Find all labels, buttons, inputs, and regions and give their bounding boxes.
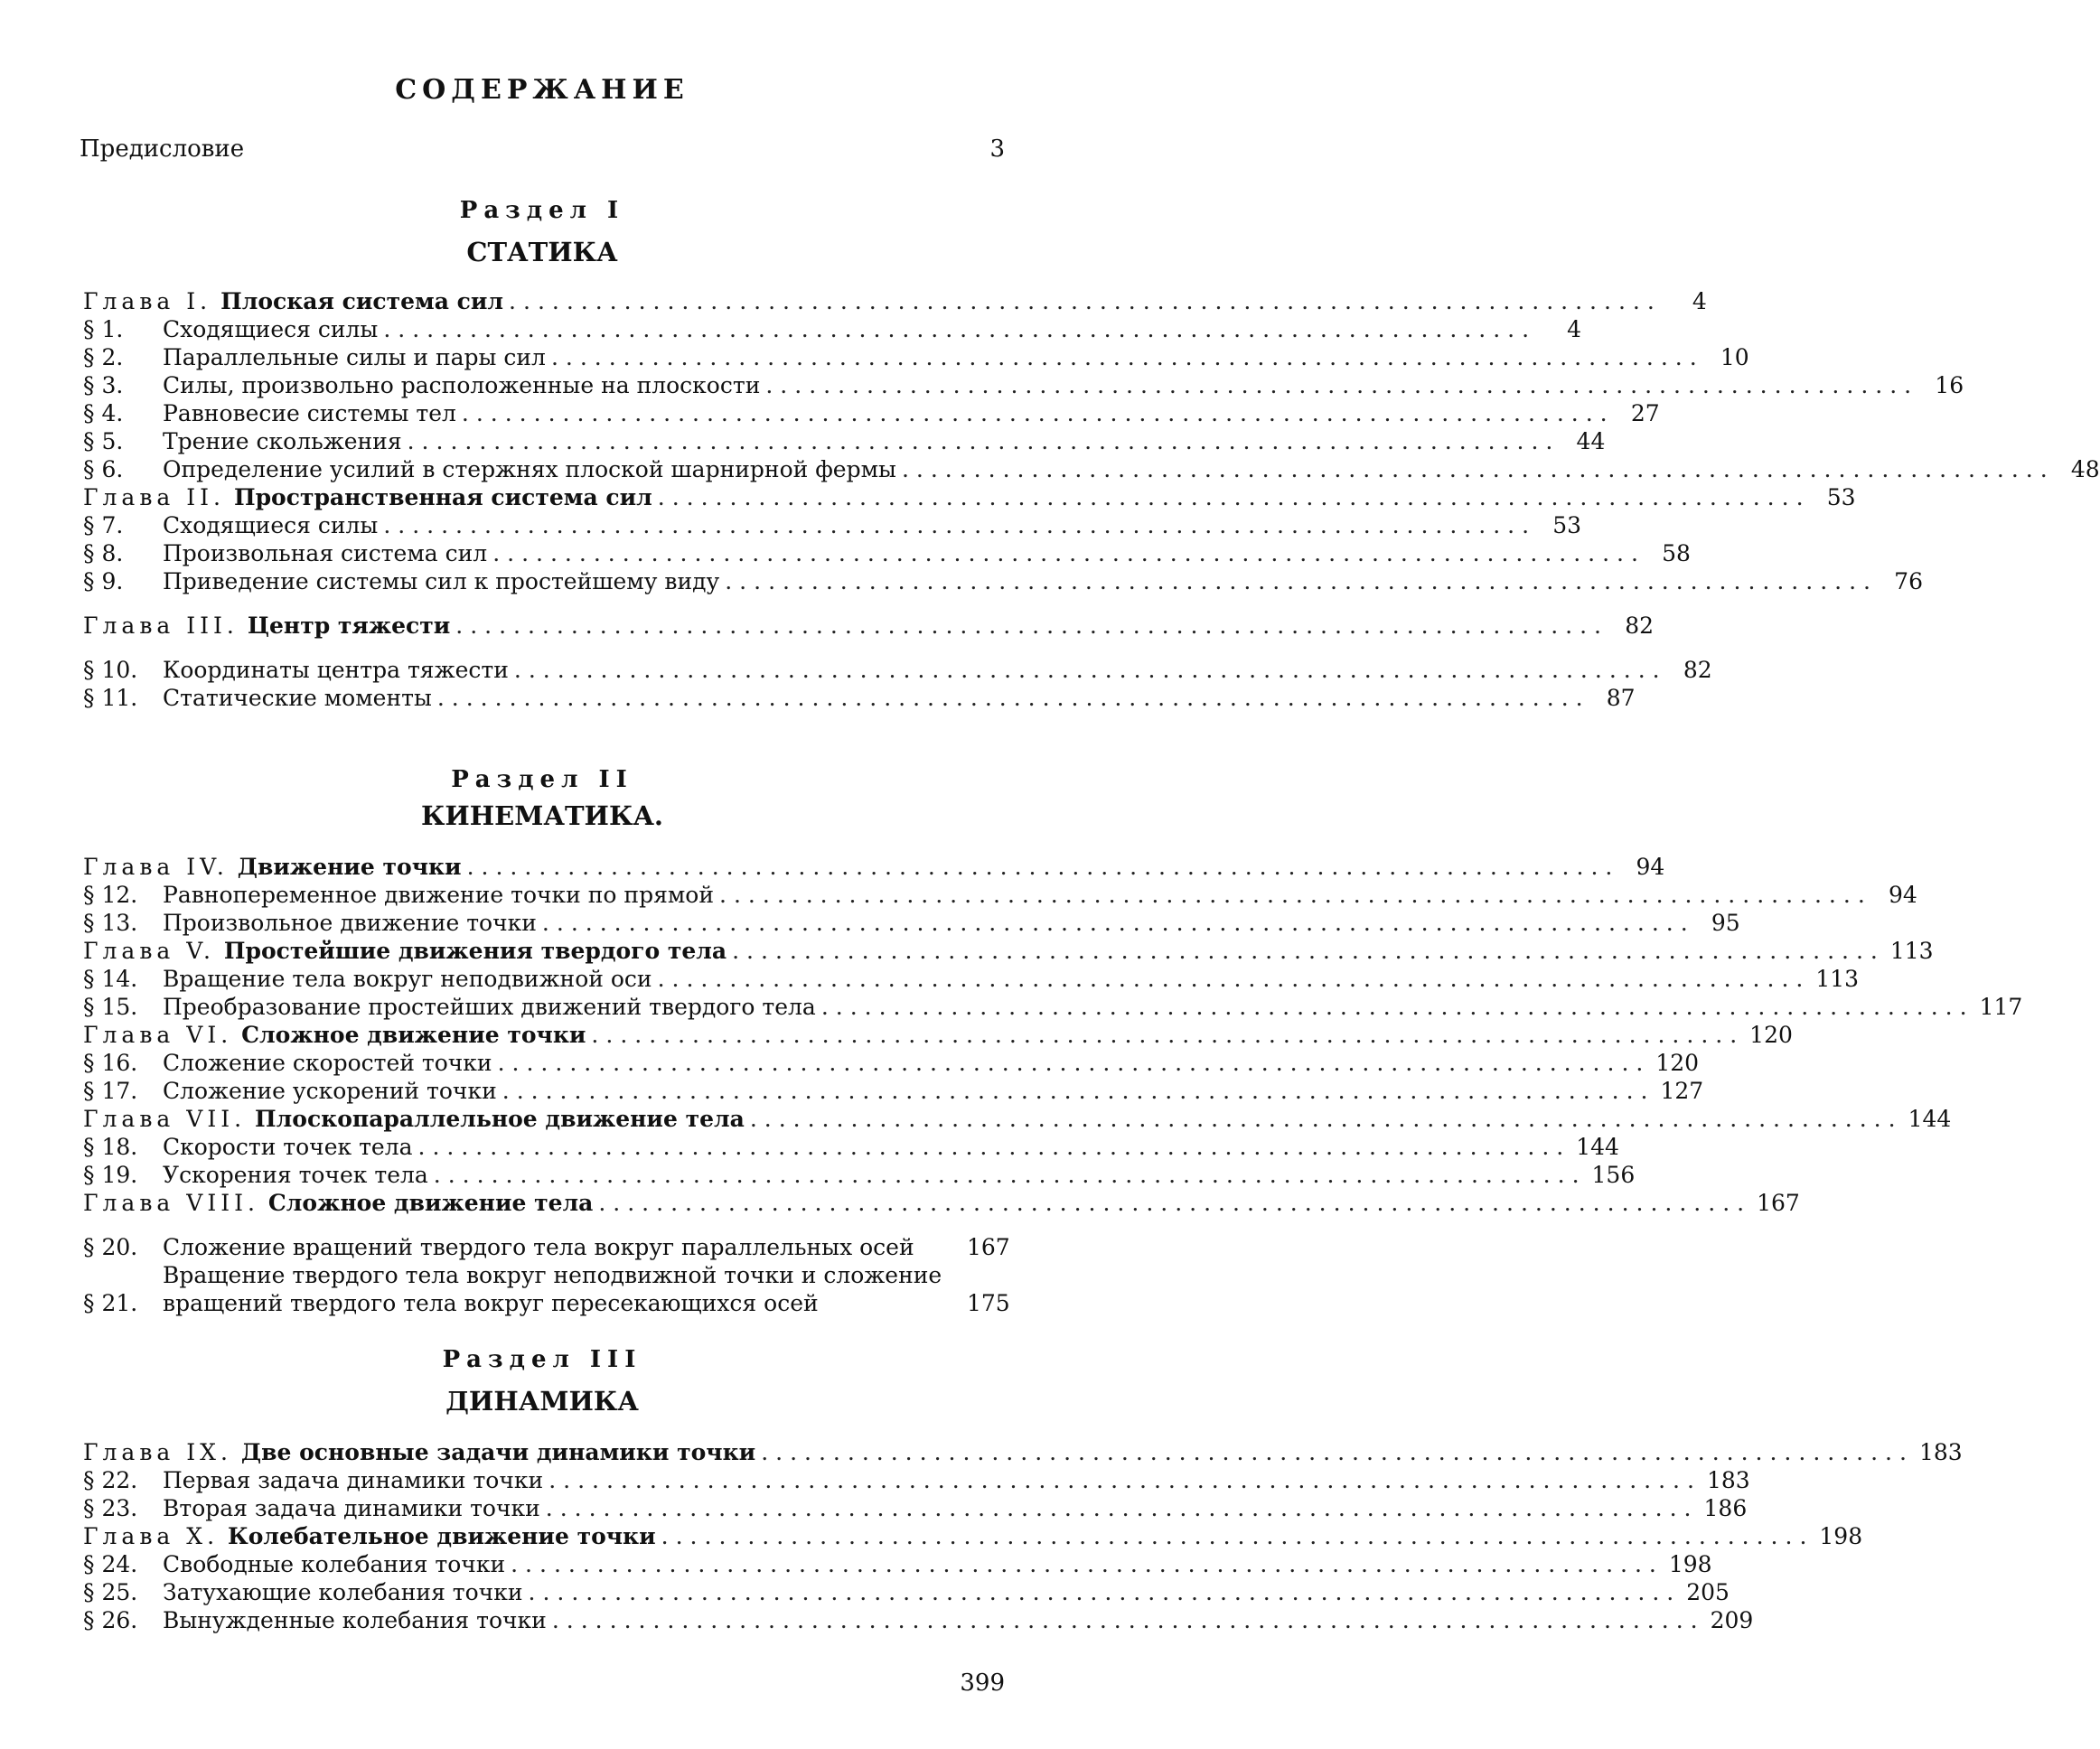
chapter-number: Глава X. <box>83 1523 220 1549</box>
dot-leader: ................................................................................ <box>433 1162 1587 1188</box>
dot-leader: ................................................................................ <box>657 484 1811 510</box>
toc-chapter-row <box>83 612 1654 640</box>
spacer <box>83 640 1007 656</box>
toc-chapter-label <box>83 483 652 511</box>
page-ref: 48 <box>2070 456 2100 482</box>
paragraph-title: Равнопеременное движение точки по прямой <box>163 882 715 908</box>
paragraph-number: § 1. <box>83 316 124 342</box>
page-ref: 4 <box>1692 288 1707 314</box>
toc-paragraph-row <box>83 1161 1636 1189</box>
page-ref: 198 <box>1819 1523 1863 1549</box>
paragraph-title: Скорости точек тела <box>163 1134 413 1160</box>
chapter-number: Глава V. <box>83 938 215 964</box>
paragraph-number: § 16. <box>83 1050 138 1076</box>
page-ref: 186 <box>1703 1495 1748 1521</box>
chapter-number: Глава IV. <box>83 854 229 880</box>
paragraph-number: § 15. <box>83 994 138 1020</box>
page-ref: 205 <box>1686 1579 1730 1605</box>
paragraph-title: Сложение вращений твердого тела вокруг параллельных осей <box>163 1234 914 1260</box>
spacer <box>83 595 1007 612</box>
section-entries <box>83 853 2023 1317</box>
paragraph-number: § 26. <box>83 1607 138 1633</box>
page-ref: 94 <box>1888 882 1917 908</box>
toc-paragraph-row <box>83 1606 1754 1634</box>
dot-leader: ................................................................................ <box>511 1551 1664 1577</box>
dot-leader: ................................................................................ <box>820 994 1974 1020</box>
dot-leader: ................................................................................ <box>509 288 1662 314</box>
section-name: СТАТИКА <box>466 237 618 267</box>
chapter-number: Глава VI. <box>83 1022 233 1048</box>
paragraph-number: § 17. <box>83 1078 138 1104</box>
dot-leader: ................................................................................ <box>497 1050 1651 1076</box>
paragraph-title: Вращение твердого тела вокруг неподвижной точки и сложение вращений твердого тела вокруг пересекающихся осей <box>163 1262 942 1316</box>
toc-paragraph-row <box>83 1261 1010 1317</box>
toc-chapter-label <box>83 1021 586 1049</box>
paragraph-title: Сложение ускорений точки <box>163 1078 497 1104</box>
paragraph-number: § 19. <box>83 1162 138 1188</box>
page-ref: 198 <box>1668 1551 1712 1577</box>
toc-paragraph-row <box>83 993 2023 1021</box>
paragraph-number: § 2. <box>83 344 124 370</box>
toc-chapter-label <box>83 853 462 881</box>
paragraph-title: Свободные колебания точки <box>163 1551 506 1577</box>
section-name: ДИНАМИКА <box>445 1386 639 1417</box>
page-number: 399 <box>960 1670 1005 1697</box>
toc-paragraph-row <box>83 343 1749 371</box>
toc-paragraph-row <box>83 371 1964 399</box>
paragraph-title: Сложение скоростей точки <box>163 1050 492 1076</box>
page-ref: 76 <box>1894 568 1923 594</box>
dot-leader: ................................................................................ <box>455 613 1608 639</box>
dot-leader: ................................................................................ <box>407 428 1561 454</box>
toc-paragraph-row <box>83 567 1923 595</box>
page-ref: 94 <box>1636 854 1665 880</box>
dot-leader: ................................................................................ <box>466 854 1620 880</box>
dot-leader: ................................................................................ <box>765 372 1919 398</box>
toc-chapter-label <box>83 937 727 965</box>
toc-paragraph-row <box>83 909 1740 937</box>
dot-leader: ................................................................................ <box>732 938 1885 964</box>
toc-paragraph-row <box>83 1077 1704 1105</box>
page-ref: 82 <box>1683 657 1712 683</box>
dot-leader: ................................................................................ <box>551 1607 1705 1633</box>
dot-leader: ................................................................................ <box>436 685 1590 711</box>
toc-chapter-row <box>83 1189 1800 1217</box>
page-ref: 117 <box>1979 994 2023 1020</box>
toc-paragraph-row <box>83 1049 1700 1077</box>
page-ref: 82 <box>1625 613 1654 639</box>
toc-paragraph-row <box>83 1578 1730 1606</box>
section-name: КИНЕМАТИКА. <box>420 800 664 831</box>
chapter-title: Сложное движение точки <box>241 1022 586 1048</box>
dot-leader: ................................................................................ <box>901 456 2055 482</box>
page-ref: 113 <box>1815 966 1860 992</box>
page-ref: 44 <box>1576 428 1606 454</box>
paragraph-number: § 7. <box>83 512 124 538</box>
chapter-title: Пространственная система сил <box>233 484 652 510</box>
chapter-title: Сложное движение тела <box>267 1190 594 1216</box>
page-ref: 95 <box>1711 910 1740 936</box>
toc-chapter-row <box>83 287 1707 315</box>
dot-leader: ................................................................................ <box>550 344 1704 370</box>
page-title: СОДЕРЖАНИЕ <box>395 74 689 106</box>
paragraph-title: Параллельные силы и пары сил <box>163 344 546 370</box>
paragraph-title: Ускорения точек тела <box>163 1162 428 1188</box>
dot-leader: ................................................................................ <box>548 1467 1702 1493</box>
section-number: Раздел III <box>442 1346 642 1373</box>
dot-leader: ................................................................................ <box>528 1579 1682 1605</box>
toc-paragraph-row <box>83 1233 1010 1261</box>
paragraph-number: § 18. <box>83 1134 138 1160</box>
paragraph-number: § 21. <box>83 1290 138 1316</box>
chapter-title: Простейшие движения твердого тела <box>223 938 727 964</box>
section-number: Раздел I <box>459 197 625 224</box>
chapter-number: Глава II. <box>83 484 225 510</box>
chapter-title: Две основные задачи динамики точки <box>240 1439 756 1465</box>
paragraph-title: Сходящиеся силы <box>163 316 379 342</box>
paragraph-title: Вращение тела вокруг неподвижной оси <box>163 966 652 992</box>
toc-paragraph-row <box>83 656 1712 684</box>
paragraph-title: Затухающие колебания точки <box>163 1579 523 1605</box>
toc-chapter-row <box>83 1522 1863 1550</box>
paragraph-number: § 24. <box>83 1551 138 1577</box>
dot-leader: ................................................................................ <box>461 400 1615 426</box>
page-ref: 53 <box>1826 484 1856 510</box>
section-entries <box>83 1438 1963 1634</box>
paragraph-title: Силы, произвольно расположенные на плоскости <box>163 372 761 398</box>
paragraph-title: Трение скольжения <box>163 428 402 454</box>
paragraph-title: Вынужденные колебания точки <box>163 1607 547 1633</box>
paragraph-number: § 23. <box>83 1495 138 1521</box>
dot-leader: ................................................................................ <box>492 540 1645 566</box>
paragraph-number: § 8. <box>83 540 124 566</box>
page-ref: 144 <box>1908 1106 1952 1132</box>
toc-chapter-row <box>83 1105 1952 1133</box>
chapter-title: Плоскопараллельное движение тела <box>255 1106 745 1132</box>
dot-leader: ................................................................................ <box>661 1523 1814 1549</box>
page-ref: 4 <box>1567 316 1582 342</box>
toc-paragraph-row <box>83 427 1606 455</box>
toc-paragraph-row <box>83 1550 1712 1578</box>
paragraph-number: § 20. <box>83 1234 138 1260</box>
toc-chapter-label <box>83 1438 755 1466</box>
toc-chapter-label <box>83 287 503 315</box>
paragraph-title: Сходящиеся силы <box>163 512 379 538</box>
paragraph-number: § 9. <box>83 568 124 594</box>
page-ref: 53 <box>1552 512 1582 538</box>
toc-chapter-row <box>83 483 1856 511</box>
preface-page: 3 <box>989 136 1005 163</box>
paragraph-number: § 25. <box>83 1579 138 1605</box>
paragraph-title: Произвольное движение точки <box>163 910 537 936</box>
paragraph-number: § 3. <box>83 372 124 398</box>
chapter-title: Плоская система сил <box>220 288 504 314</box>
paragraph-number: § 12. <box>83 882 138 908</box>
preface-row <box>80 136 1005 163</box>
dot-leader: ................................................................................ <box>545 1495 1699 1521</box>
toc-chapter-label <box>83 1189 593 1217</box>
toc-paragraph-row <box>83 455 2100 483</box>
paragraph-number: § 4. <box>83 400 124 426</box>
paragraph-number: § 22. <box>83 1467 138 1493</box>
page-ref: 10 <box>1720 344 1749 370</box>
section-entries <box>83 287 2100 712</box>
toc-chapter-row <box>83 1438 1963 1466</box>
page-ref: 127 <box>1660 1078 1704 1104</box>
toc-paragraph-row <box>83 881 1917 909</box>
paragraph-number: § 5. <box>83 428 124 454</box>
page-ref: 120 <box>1655 1050 1700 1076</box>
paragraph-title: Приведение системы сил к простейшему виду <box>163 568 720 594</box>
section-number: Раздел II <box>451 766 633 793</box>
paragraph-title: Координаты центра тяжести <box>163 657 509 683</box>
toc-chapter-label <box>83 1522 656 1550</box>
page-ref: 120 <box>1749 1022 1793 1048</box>
toc-paragraph-row <box>83 539 1691 567</box>
page-ref: 113 <box>1889 938 1934 964</box>
chapter-title: Движение точки <box>237 854 462 880</box>
paragraph-number: § 13. <box>83 910 138 936</box>
dot-leader: ................................................................................ <box>541 910 1695 936</box>
toc-chapter-label <box>83 1105 745 1133</box>
page-ref: 16 <box>1935 372 1964 398</box>
chapter-number: Глава IX. <box>83 1439 232 1465</box>
dot-leader: ................................................................................ <box>513 657 1667 683</box>
page-ref: 167 <box>967 1234 1010 1260</box>
toc-chapter-row <box>83 853 1665 881</box>
dot-leader: ................................................................................ <box>591 1022 1745 1048</box>
page-ref: 167 <box>1757 1190 1800 1216</box>
dot-leader: ................................................................................ <box>598 1190 1752 1216</box>
paragraph-title: Статические моменты <box>163 685 432 711</box>
dot-leader: ................................................................................ <box>383 512 1537 538</box>
paragraph-title: Равновесие системы тел <box>163 400 456 426</box>
chapter-number: Глава I. <box>83 288 212 314</box>
toc-paragraph-row <box>83 1133 1619 1161</box>
paragraph-number: § 11. <box>83 685 138 711</box>
page-ref: 183 <box>1918 1439 1963 1465</box>
page-ref: 156 <box>1591 1162 1636 1188</box>
dot-leader: ................................................................................ <box>657 966 1811 992</box>
paragraph-number: § 6. <box>83 456 124 482</box>
toc-paragraph-row <box>83 1466 1750 1494</box>
page-ref: 58 <box>1662 540 1691 566</box>
page-ref: 183 <box>1706 1467 1750 1493</box>
paragraph-title: Произвольная система сил <box>163 540 488 566</box>
chapter-title: Колебательное движение точки <box>228 1523 656 1549</box>
toc-paragraph-row <box>83 1494 1748 1522</box>
paragraph-number: § 10. <box>83 657 138 683</box>
paragraph-title: Вторая задача динамики точки <box>163 1495 540 1521</box>
dot-leader: ................................................................................ <box>502 1078 1655 1104</box>
toc-paragraph-row <box>83 315 1582 343</box>
page-ref: 144 <box>1576 1134 1619 1160</box>
dot-leader: ................................................................................ <box>719 882 1872 908</box>
dot-leader: ................................................................................ <box>761 1439 1914 1465</box>
toc-chapter-row <box>83 1021 1793 1049</box>
chapter-number: Глава VII. <box>83 1106 247 1132</box>
dot-leader: ................................................................................ <box>383 316 1537 342</box>
chapter-number: Глава III. <box>83 613 239 639</box>
paragraph-title: Определение усилий в стержнях плоской шарнирной фермы <box>163 456 896 482</box>
dot-leader: ................................................................................ <box>417 1134 1571 1160</box>
toc-paragraph-row <box>83 965 1860 993</box>
preface-label: Предисловие <box>80 136 245 163</box>
dot-leader: ................................................................................ <box>725 568 1878 594</box>
paragraph-title: Первая задача динамики точки <box>163 1467 544 1493</box>
dot-leader: ................................................................................ <box>749 1106 1903 1132</box>
toc-chapter-row <box>83 937 1934 965</box>
paragraph-title: Преобразование простейших движений твердого тела <box>163 994 816 1020</box>
page-ref: 209 <box>1710 1607 1754 1633</box>
toc-paragraph-row <box>83 684 1636 712</box>
toc-paragraph-row <box>83 511 1582 539</box>
toc-chapter-label <box>83 612 450 640</box>
chapter-number: Глава VIII. <box>83 1190 259 1216</box>
chapter-title: Центр тяжести <box>247 613 451 639</box>
page-ref: 175 <box>967 1290 1010 1316</box>
paragraph-number: § 14. <box>83 966 138 992</box>
page-ref: 87 <box>1606 685 1636 711</box>
spacer <box>83 1217 1007 1233</box>
toc-paragraph-row <box>83 399 1660 427</box>
page-ref: 27 <box>1630 400 1660 426</box>
